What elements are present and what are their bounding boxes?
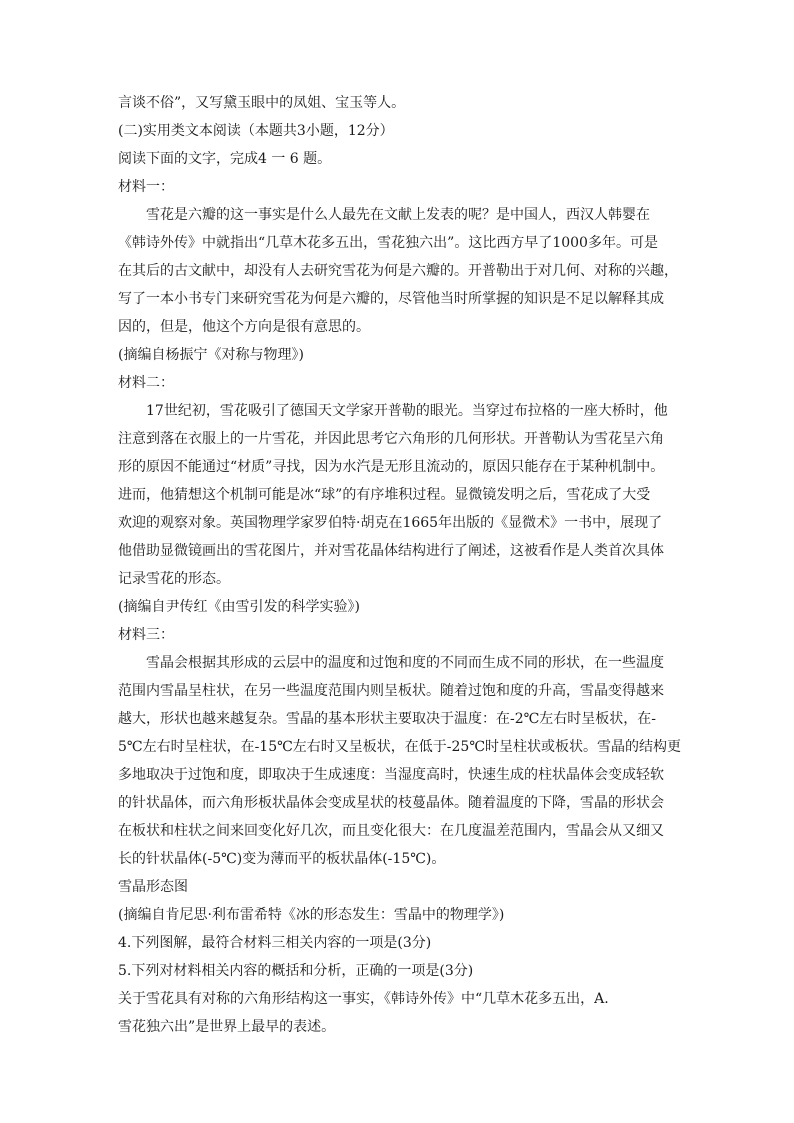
text-line: 形的原因不能通过“材质”寻找，因为水汽是无形且流动的，原因只能存在于某种机制中。 xyxy=(118,459,665,475)
figure-caption: 雪晶形态图 xyxy=(118,879,188,895)
text-line: 他借助显微镜画出的雪花图片，并对雪花晶体结构进行了阐述，这被看作是人类首次具体 xyxy=(118,543,664,559)
text-line: 在板状和柱状之间来回变化好几次，而且变化很大：在几度温差范围内，雪晶会从又细又 xyxy=(118,823,664,839)
question-4: 4.下列图解，最符合材料三相关内容的一项是(3分) xyxy=(118,935,432,951)
source-citation: (摘编自肯尼思·利布雷希特《冰的形态发生：雪晶中的物理学》) xyxy=(118,907,505,923)
text-line: 在其后的古文献中，却没有人去研究雪花为何是六瓣的。开普勒出于对几何、对称的兴趣， xyxy=(118,263,678,279)
text-line: 《韩诗外传》中就指出“几草木花多五出，雪花独六出”。这比西方早了1000多年。可是 xyxy=(118,235,658,251)
text-line: 的针状晶体，而六角形板状晶体会变成星状的枝蔓晶体。随着温度的下降，雪晶的形状会 xyxy=(118,795,664,811)
text-line: 雪晶会根据其形成的云层中的温度和过饱和度的不同而生成不同的形状，在一些温度 xyxy=(146,655,664,671)
question-5: 5.下列对材料相关内容的概括和分析，正确的一项是(3分) xyxy=(118,963,474,979)
text-line: 写了一本小书专门来研究雪花为何是六瓣的，尽管他当时所掌握的知识是不足以解释其成 xyxy=(118,291,664,307)
text-line: 因的，但是，他这个方向是很有意思的。 xyxy=(118,319,370,335)
text-line: 记录雪花的形态。 xyxy=(118,571,230,587)
text-line: 雪花是六瓣的这一事实是什么人最先在文献上发表的呢？是中国人，西汉人韩婴在 xyxy=(146,207,650,223)
text-line: 长的针状晶体(-5℃)变为薄而平的板状晶体(-15℃)。 xyxy=(118,851,446,867)
text-line: 进而，他猜想这个机制可能是冰“球”的有序堆积过程。显微镜发明之后，雪花成了大受 xyxy=(118,487,651,503)
section-heading: (二)实用类文本阅读（本题共3小题，12分） xyxy=(118,123,394,139)
text-line: 多地取决于过饱和度，即取决于生成速度：当湿度高时，快速生成的柱状晶体会变成轻软 xyxy=(118,767,664,783)
material-label-3: 材料三： xyxy=(118,627,174,643)
text-line: 范围内雪晶呈柱状，在另一些温度范围内则呈板状。随着过饱和度的升高，雪晶变得越来 xyxy=(118,683,664,699)
option-a-line-2: 雪花独六出”是世界上最早的表述。 xyxy=(118,1019,336,1035)
text-line: 5℃左右时呈柱状，在-15℃左右时又呈板状，在低于-25℃时呈柱状或板状。雪晶的结构更 xyxy=(118,739,681,755)
text-line: 越大，形状也越来越复杂。雪晶的基本形状主要取决于温度：在-2℃左右时呈板状，在- xyxy=(118,711,657,727)
material-label-2: 材料二： xyxy=(118,375,174,391)
instruction-line: 阅读下面的文字，完成4 一 6 题。 xyxy=(118,151,332,167)
text-line: 注意到落在衣服上的一片雪花，并因此思考它六角形的几何形状。开普勒认为雪花呈六角 xyxy=(118,431,664,447)
source-citation: (摘编自杨振宁《对称与物理》) xyxy=(118,347,304,363)
text-line: 欢迎的观察对象。英国物理学家罗伯特·胡克在1665年出版的《显微术》一书中，展现了 xyxy=(118,515,663,531)
text-line: 言谈不俗”，又写黛玉眼中的凤姐、宝玉等人。 xyxy=(118,95,406,111)
text-line: 17世纪初，雪花吸引了德国天文学家开普勒的眼光。当穿过布拉格的一座大桥时，他 xyxy=(146,403,668,419)
source-citation: (摘编自尹传红《由雪引发的科学实验》) xyxy=(118,599,360,615)
material-label-1: 材料一： xyxy=(118,179,174,195)
option-a-line-1: 关于雪花具有对称的六角形结构这一事实，《韩诗外传》中“几草木花多五出，A. xyxy=(118,991,609,1007)
